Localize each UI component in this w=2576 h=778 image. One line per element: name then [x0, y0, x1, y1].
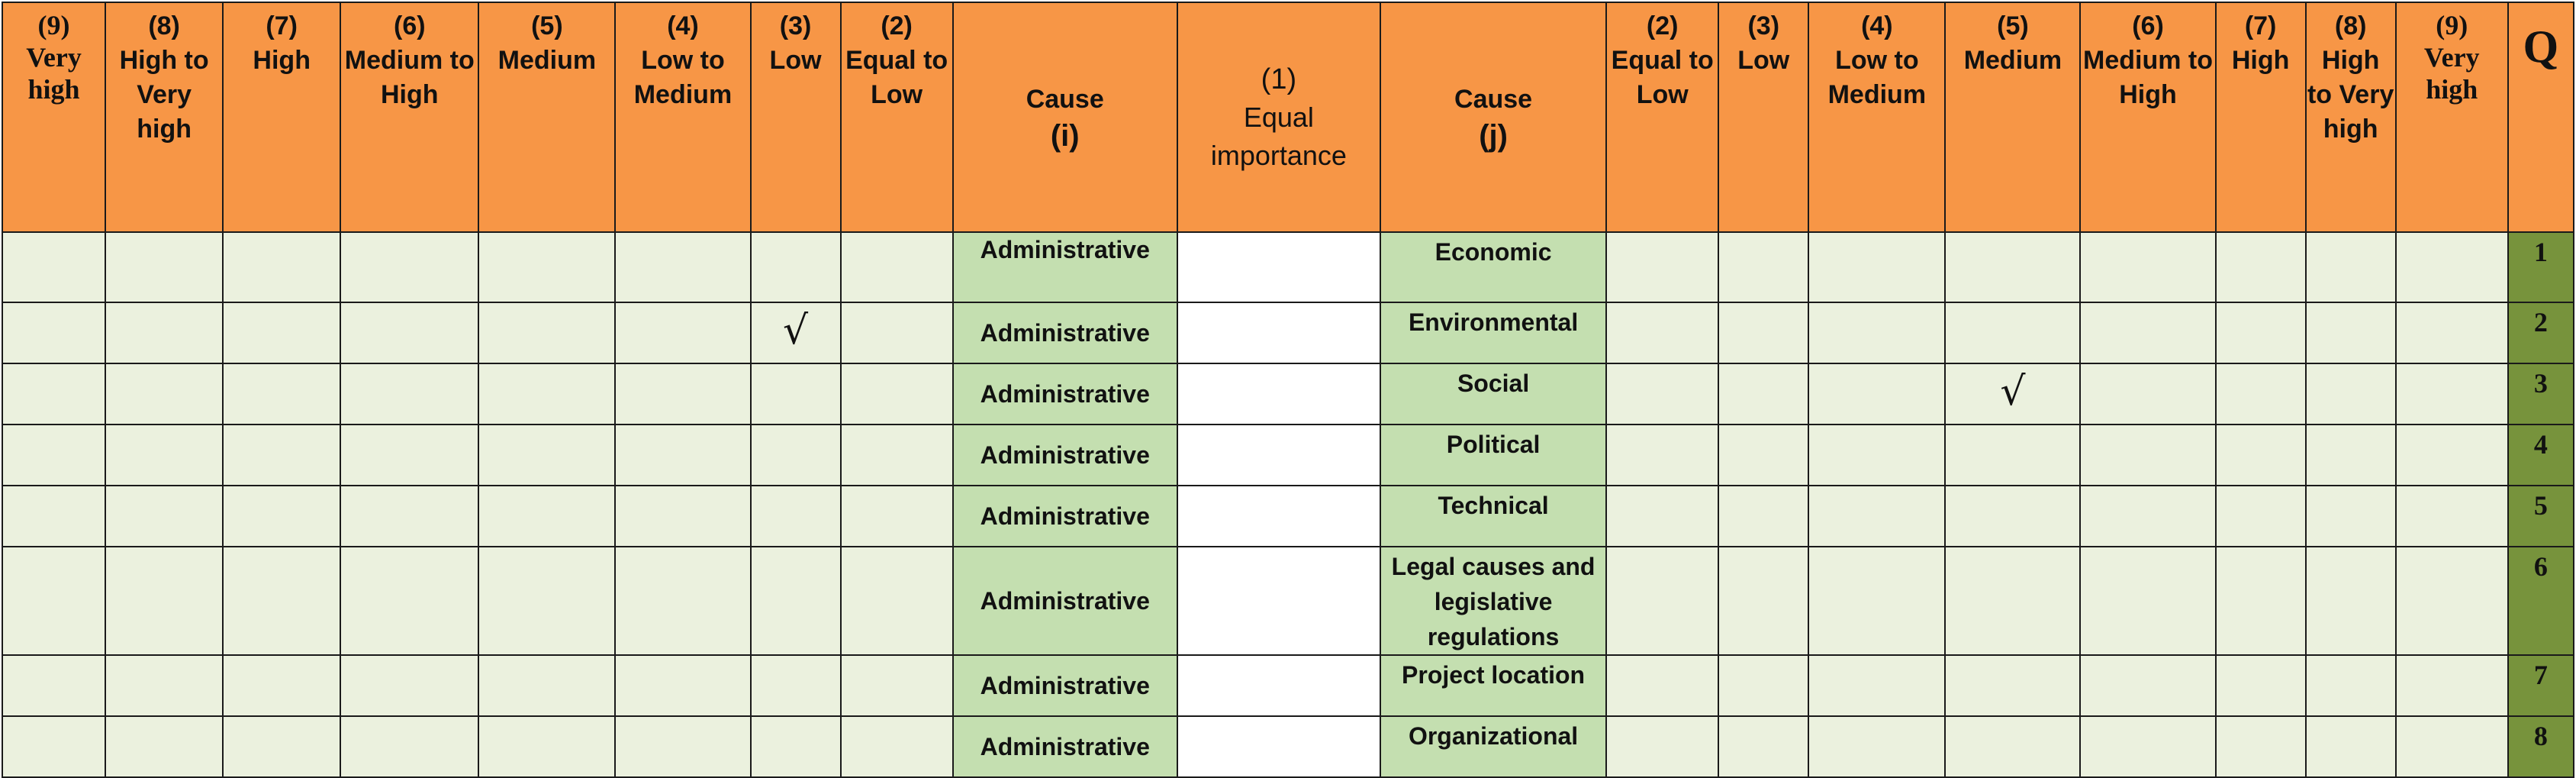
scale-number: (9): [2436, 10, 2468, 40]
left-rating-cell[interactable]: [340, 486, 478, 547]
right-rating-cell[interactable]: [2080, 425, 2215, 486]
right-rating-cell[interactable]: [1718, 425, 1808, 486]
left-scale-header: [105, 2, 223, 232]
right-rating-cell[interactable]: [1606, 232, 1718, 302]
scale-number: (9): [37, 10, 70, 40]
scale-number: (5): [531, 11, 563, 40]
cause-i-cell: Administrative: [953, 363, 1177, 425]
scale-label: Low to Medium: [1827, 46, 1927, 109]
right-rating-cell[interactable]: [2306, 716, 2396, 777]
table-row: [2, 363, 2574, 425]
left-rating-cell[interactable]: [223, 363, 340, 425]
scale-label: High to Very high: [119, 46, 209, 144]
left-scale-header: [2, 2, 105, 232]
right-rating-cell[interactable]: [2396, 363, 2508, 425]
check-mark-icon: √: [2000, 369, 2026, 415]
left-rating-cell[interactable]: [340, 425, 478, 486]
scale-number: (7): [266, 11, 298, 40]
left-rating-cell[interactable]: [105, 716, 223, 777]
left-rating-cell[interactable]: [615, 655, 750, 716]
left-rating-cell[interactable]: [751, 302, 841, 363]
table-row: [2, 547, 2574, 655]
q-header: Q: [2508, 2, 2574, 232]
left-rating-cell[interactable]: [841, 547, 953, 655]
left-rating-cell[interactable]: [223, 302, 340, 363]
left-rating-cell[interactable]: [340, 363, 478, 425]
table-row: [2, 655, 2574, 716]
right-rating-cell[interactable]: [1606, 547, 1718, 655]
right-rating-cell[interactable]: [1718, 655, 1808, 716]
left-rating-cell[interactable]: [340, 232, 478, 302]
right-rating-cell[interactable]: [2080, 547, 2215, 655]
right-rating-cell[interactable]: [2306, 425, 2396, 486]
scale-label: High to Very high: [2307, 46, 2394, 144]
left-rating-cell[interactable]: [105, 302, 223, 363]
right-rating-cell[interactable]: [1718, 363, 1808, 425]
cause-i-cell: Administrative: [953, 716, 1177, 777]
right-rating-cell[interactable]: [1606, 486, 1718, 547]
left-rating-cell[interactable]: [615, 425, 750, 486]
scale-label: Very high: [26, 42, 82, 105]
equal-importance-cell[interactable]: [1177, 547, 1380, 655]
right-rating-cell[interactable]: [2306, 363, 2396, 425]
right-rating-cell[interactable]: [1808, 363, 1945, 425]
left-rating-cell[interactable]: [841, 716, 953, 777]
left-rating-cell[interactable]: [751, 655, 841, 716]
right-rating-cell[interactable]: [1945, 547, 2080, 655]
cause-j-cell: Economic: [1380, 232, 1606, 302]
right-rating-cell[interactable]: [1808, 232, 1945, 302]
header-row: [2, 2, 2574, 232]
right-scale-header: [2216, 2, 2306, 232]
left-rating-cell[interactable]: [2, 547, 105, 655]
check-mark-icon: √: [782, 308, 809, 353]
table-row: [2, 425, 2574, 486]
left-rating-cell[interactable]: [841, 232, 953, 302]
left-rating-cell[interactable]: [223, 486, 340, 547]
cause-i-cell: Administrative: [953, 655, 1177, 716]
right-rating-cell[interactable]: [1606, 363, 1718, 425]
left-rating-cell[interactable]: [615, 716, 750, 777]
cause-i-cell: Administrative: [953, 486, 1177, 547]
right-rating-cell[interactable]: [1606, 716, 1718, 777]
right-rating-cell[interactable]: [2306, 232, 2396, 302]
left-rating-cell[interactable]: [478, 547, 615, 655]
left-rating-cell[interactable]: [340, 547, 478, 655]
right-rating-cell[interactable]: [2396, 547, 2508, 655]
left-rating-cell[interactable]: [340, 302, 478, 363]
right-scale-header: [1945, 2, 2080, 232]
left-rating-cell[interactable]: [841, 425, 953, 486]
left-rating-cell[interactable]: [2, 716, 105, 777]
scale-number: (4): [1861, 11, 1893, 40]
left-rating-cell[interactable]: [751, 363, 841, 425]
right-rating-cell[interactable]: [1808, 547, 1945, 655]
right-scale-header: [1606, 2, 1718, 232]
left-rating-cell[interactable]: [841, 363, 953, 425]
scale-number: (4): [667, 11, 699, 40]
table-row: [2, 302, 2574, 363]
scale-label: High: [2231, 46, 2290, 75]
right-rating-cell[interactable]: [1945, 655, 2080, 716]
table-row: [2, 716, 2574, 777]
right-rating-cell[interactable]: [1718, 547, 1808, 655]
equal-importance-cell[interactable]: [1177, 716, 1380, 777]
scale-label: Low: [1737, 46, 1790, 75]
scale-number: (5): [1997, 11, 2029, 40]
right-scale-header: [2080, 2, 2215, 232]
scale-number: (8): [2334, 11, 2367, 40]
cause-j-cell: Organizational: [1380, 716, 1606, 777]
cause-i-cell: Administrative: [953, 302, 1177, 363]
left-rating-cell[interactable]: [751, 425, 841, 486]
pairwise-comparison-table: [2, 2, 2574, 778]
left-rating-cell[interactable]: [223, 547, 340, 655]
right-rating-cell[interactable]: [2080, 232, 2215, 302]
comparison-rows: [2, 232, 2574, 777]
equal-importance-header: [1177, 2, 1380, 232]
scale-label: Very high: [2423, 42, 2480, 105]
scale-number: (3): [1747, 11, 1780, 40]
cause-i-cell: Administrative: [953, 547, 1177, 655]
left-rating-cell[interactable]: [105, 232, 223, 302]
question-number: 8: [2508, 716, 2574, 777]
right-scale-header: [1808, 2, 1945, 232]
scale-number: (7): [2244, 11, 2277, 40]
left-rating-cell[interactable]: [2, 425, 105, 486]
scale-number: (6): [2132, 11, 2164, 40]
left-rating-cell[interactable]: [105, 486, 223, 547]
right-rating-cell[interactable]: [2306, 302, 2396, 363]
left-rating-cell[interactable]: [223, 716, 340, 777]
right-rating-cell[interactable]: [2216, 302, 2306, 363]
left-rating-cell[interactable]: [478, 232, 615, 302]
right-rating-cell[interactable]: [1945, 302, 2080, 363]
right-rating-cell[interactable]: [1808, 425, 1945, 486]
scale-label: Equal to Low: [1611, 46, 1714, 109]
left-scale-header: [223, 2, 340, 232]
right-rating-cell[interactable]: [2396, 486, 2508, 547]
right-scale-header: [2306, 2, 2396, 232]
right-rating-cell[interactable]: [2396, 425, 2508, 486]
right-rating-cell[interactable]: [2216, 363, 2306, 425]
right-rating-cell[interactable]: [1718, 486, 1808, 547]
right-rating-cell[interactable]: [2216, 655, 2306, 716]
left-rating-cell[interactable]: [223, 232, 340, 302]
left-rating-cell[interactable]: [105, 363, 223, 425]
left-rating-cell[interactable]: [751, 486, 841, 547]
left-rating-cell[interactable]: [841, 486, 953, 547]
cause-j-cell: Legal causes and legislative regulations: [1380, 547, 1606, 655]
left-rating-cell[interactable]: [478, 486, 615, 547]
right-rating-cell[interactable]: [2306, 547, 2396, 655]
right-rating-cell[interactable]: [1718, 716, 1808, 777]
scale-number: (1): [1261, 63, 1297, 95]
scale-label: Low: [769, 46, 822, 75]
scale-label: Medium: [497, 46, 597, 75]
right-rating-cell[interactable]: [1945, 716, 2080, 777]
scale-label: Equal to Low: [845, 46, 948, 109]
right-rating-cell[interactable]: [2080, 486, 2215, 547]
scale-number: (3): [779, 11, 812, 40]
right-rating-cell[interactable]: [1606, 655, 1718, 716]
left-rating-cell[interactable]: [478, 363, 615, 425]
left-rating-cell[interactable]: [340, 716, 478, 777]
right-scale-header: [1718, 2, 1808, 232]
question-number: 3: [2508, 363, 2574, 425]
table-row: [2, 486, 2574, 547]
left-rating-cell[interactable]: [751, 547, 841, 655]
right-rating-cell[interactable]: [2216, 716, 2306, 777]
right-rating-cell[interactable]: [1808, 486, 1945, 547]
left-scale-header: [340, 2, 478, 232]
right-rating-cell[interactable]: [1606, 302, 1718, 363]
right-rating-cell[interactable]: [2306, 486, 2396, 547]
scale-number: (6): [394, 11, 426, 40]
left-rating-cell[interactable]: [105, 547, 223, 655]
right-rating-cell[interactable]: [1945, 425, 2080, 486]
right-rating-cell[interactable]: [2080, 655, 2215, 716]
question-number: 7: [2508, 655, 2574, 716]
right-rating-cell[interactable]: [1945, 363, 2080, 425]
left-rating-cell[interactable]: [478, 655, 615, 716]
left-rating-cell[interactable]: [615, 486, 750, 547]
question-number: 1: [2508, 232, 2574, 302]
question-number: 5: [2508, 486, 2574, 547]
cause-j-cell: Technical: [1380, 486, 1606, 547]
cause-i-header: [953, 2, 1177, 232]
right-rating-cell[interactable]: [1718, 232, 1808, 302]
scale-number: (2): [1646, 11, 1679, 40]
right-rating-cell[interactable]: [2216, 232, 2306, 302]
left-rating-cell[interactable]: [615, 547, 750, 655]
equal-importance-cell[interactable]: [1177, 425, 1380, 486]
left-scale-header: [841, 2, 953, 232]
cause-i-cell: Administrative: [953, 232, 1177, 302]
left-rating-cell[interactable]: [2, 486, 105, 547]
question-number: 4: [2508, 425, 2574, 486]
right-rating-cell[interactable]: [2216, 547, 2306, 655]
cause-i-sub: (i): [1050, 118, 1080, 153]
scale-number: (8): [148, 11, 180, 40]
scale-label: Low to Medium: [633, 46, 733, 109]
left-rating-cell[interactable]: [105, 655, 223, 716]
left-scale-header: [751, 2, 841, 232]
right-rating-cell[interactable]: [2306, 655, 2396, 716]
right-rating-cell[interactable]: [1945, 486, 2080, 547]
left-rating-cell[interactable]: [2, 655, 105, 716]
left-rating-cell[interactable]: [2, 232, 105, 302]
scale-label: High: [253, 46, 311, 75]
left-rating-cell[interactable]: [841, 302, 953, 363]
scale-label: Equal importance: [1210, 101, 1347, 171]
equal-importance-cell[interactable]: [1177, 655, 1380, 716]
right-rating-cell[interactable]: [2080, 302, 2215, 363]
left-rating-cell[interactable]: [478, 716, 615, 777]
left-rating-cell[interactable]: [105, 425, 223, 486]
left-rating-cell[interactable]: [615, 363, 750, 425]
equal-importance-cell[interactable]: [1177, 486, 1380, 547]
equal-importance-cell[interactable]: [1177, 302, 1380, 363]
cause-j-cell: Social: [1380, 363, 1606, 425]
cause-i-cell: Administrative: [953, 425, 1177, 486]
cause-j-header: [1380, 2, 1606, 232]
scale-label: Medium: [1963, 46, 2062, 75]
question-number: 2: [2508, 302, 2574, 363]
table-row: [2, 232, 2574, 302]
left-rating-cell[interactable]: [2, 363, 105, 425]
cause-j-cell: Project location: [1380, 655, 1606, 716]
left-rating-cell[interactable]: [751, 716, 841, 777]
pairwise-comparison-table-wrapper: [2, 2, 2574, 778]
left-rating-cell[interactable]: [2, 302, 105, 363]
right-rating-cell[interactable]: [1606, 425, 1718, 486]
cause-j-sub: (j): [1479, 118, 1508, 153]
left-rating-cell[interactable]: [340, 655, 478, 716]
right-rating-cell[interactable]: [1808, 716, 1945, 777]
left-rating-cell[interactable]: [841, 655, 953, 716]
right-rating-cell[interactable]: [1808, 302, 1945, 363]
left-rating-cell[interactable]: [615, 232, 750, 302]
left-rating-cell[interactable]: [223, 655, 340, 716]
scale-number: (2): [881, 11, 913, 40]
left-scale-header: [615, 2, 750, 232]
cause-j-cell: Political: [1380, 425, 1606, 486]
right-rating-cell[interactable]: [2080, 363, 2215, 425]
left-rating-cell[interactable]: [478, 425, 615, 486]
left-scale-header: [478, 2, 615, 232]
question-number: 6: [2508, 547, 2574, 655]
right-rating-cell[interactable]: [2216, 486, 2306, 547]
equal-importance-cell[interactable]: [1177, 363, 1380, 425]
left-rating-cell[interactable]: [751, 232, 841, 302]
cause-j-cell: Environmental: [1380, 302, 1606, 363]
cause-j-label: Cause: [1454, 84, 1533, 114]
right-rating-cell[interactable]: [2216, 425, 2306, 486]
equal-importance-cell[interactable]: [1177, 232, 1380, 302]
right-rating-cell[interactable]: [1718, 302, 1808, 363]
right-rating-cell[interactable]: [2080, 716, 2215, 777]
right-rating-cell[interactable]: [2396, 655, 2508, 716]
right-rating-cell[interactable]: [1808, 655, 1945, 716]
scale-label: Medium to High: [344, 46, 475, 109]
right-rating-cell[interactable]: [2396, 302, 2508, 363]
left-rating-cell[interactable]: [615, 302, 750, 363]
left-rating-cell[interactable]: [478, 302, 615, 363]
right-scale-header: [2396, 2, 2508, 232]
right-rating-cell[interactable]: [1945, 232, 2080, 302]
right-rating-cell[interactable]: [2396, 716, 2508, 777]
scale-label: Medium to High: [2083, 46, 2214, 109]
right-rating-cell[interactable]: [2396, 232, 2508, 302]
left-rating-cell[interactable]: [223, 425, 340, 486]
cause-i-label: Cause: [1026, 84, 1104, 114]
